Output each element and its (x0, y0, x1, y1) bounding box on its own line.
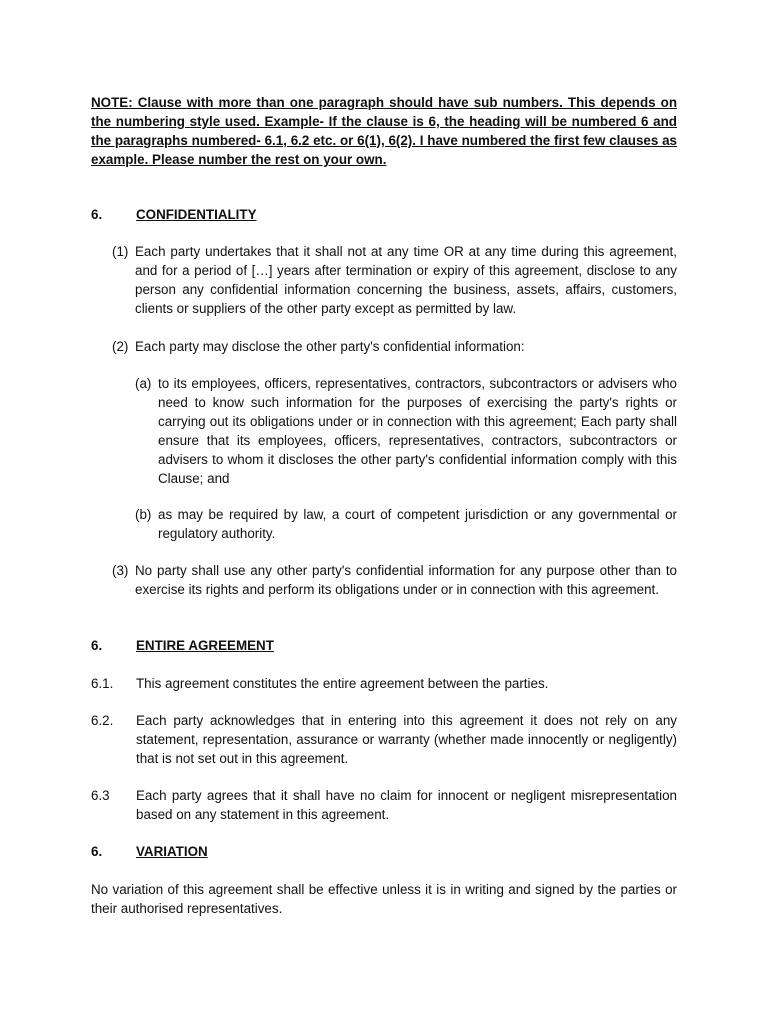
paragraph-label: (2) (112, 339, 129, 354)
clause-number: 6. (91, 638, 103, 653)
subclause-text: Each party acknowledges that in entering into this agreement it does not rely on any statement, representation, assurance or warranty (whether made innocently or negligently) that is not set out in this agreement. (136, 713, 677, 766)
paragraph-label: (3) (112, 563, 129, 578)
subparagraph-label: (a) (135, 376, 152, 391)
subparagraph-label: (b) (135, 507, 152, 522)
clause-title: ENTIRE AGREEMENT (136, 638, 274, 653)
subparagraph-text: to its employees, officers, representatives, contractors, subcontractors or advisers who need to know such information for the purposes of exercising the party's rights or carrying out its obligations under or in connection with this agreement; Each party shall ensure that its employees, officers, representatives, contractors, subcontractors or advisers to whom it discloses the other party's confidential information comply with this Clause; and (158, 376, 677, 486)
variation-text: No variation of this agreement shall be effective unless it is in writing and signed by the parties or their authorised representatives. (91, 882, 677, 916)
paragraph-text: No party shall use any other party's confidential information for any purpose other than to exercise its rights and perform its obligations under or in connection with this agreement. (135, 563, 677, 597)
subclause-text: Each party agrees that it shall have no claim for innocent or negligent misrepresentation based on any statement in this agreement. (136, 788, 677, 822)
clause-title: VARIATION (136, 844, 208, 859)
paragraph-text: Each party undertakes that it shall not at any time OR at any time during this agreement, and for a period of […] years after termination or expiry of this agreement, disclose to any person any confidential information concerning the business, assets, affairs, customers, clients or suppliers of the other party except as permitted by law. (135, 244, 677, 316)
clause-number: 6. (91, 844, 103, 859)
clause-number: 6. (91, 207, 103, 222)
subclause-label: 6.1. (91, 676, 114, 691)
clause-title: CONFIDENTIALITY (136, 207, 257, 222)
subparagraph-text: as may be required by law, a court of competent jurisdiction or any governmental or regulatory authority. (158, 507, 677, 541)
instruction-note: NOTE: Clause with more than one paragraph should have sub numbers. This depends on the numbering style used. Example- If the clause is 6, the heading will be numbered 6 and the paragraphs numbered- 6.1, 6.2 etc. or 6(1), 6(2). I have numbered the first few clauses as example. Please number the rest on your own. (91, 95, 677, 167)
subclause-text: This agreement constitutes the entire agreement between the parties. (136, 676, 549, 691)
paragraph-label: (1) (112, 244, 129, 259)
paragraph-text: Each party may disclose the other party's confidential information: (135, 339, 525, 354)
subclause-label: 6.2. (91, 713, 114, 728)
subclause-label: 6.3 (91, 788, 110, 803)
